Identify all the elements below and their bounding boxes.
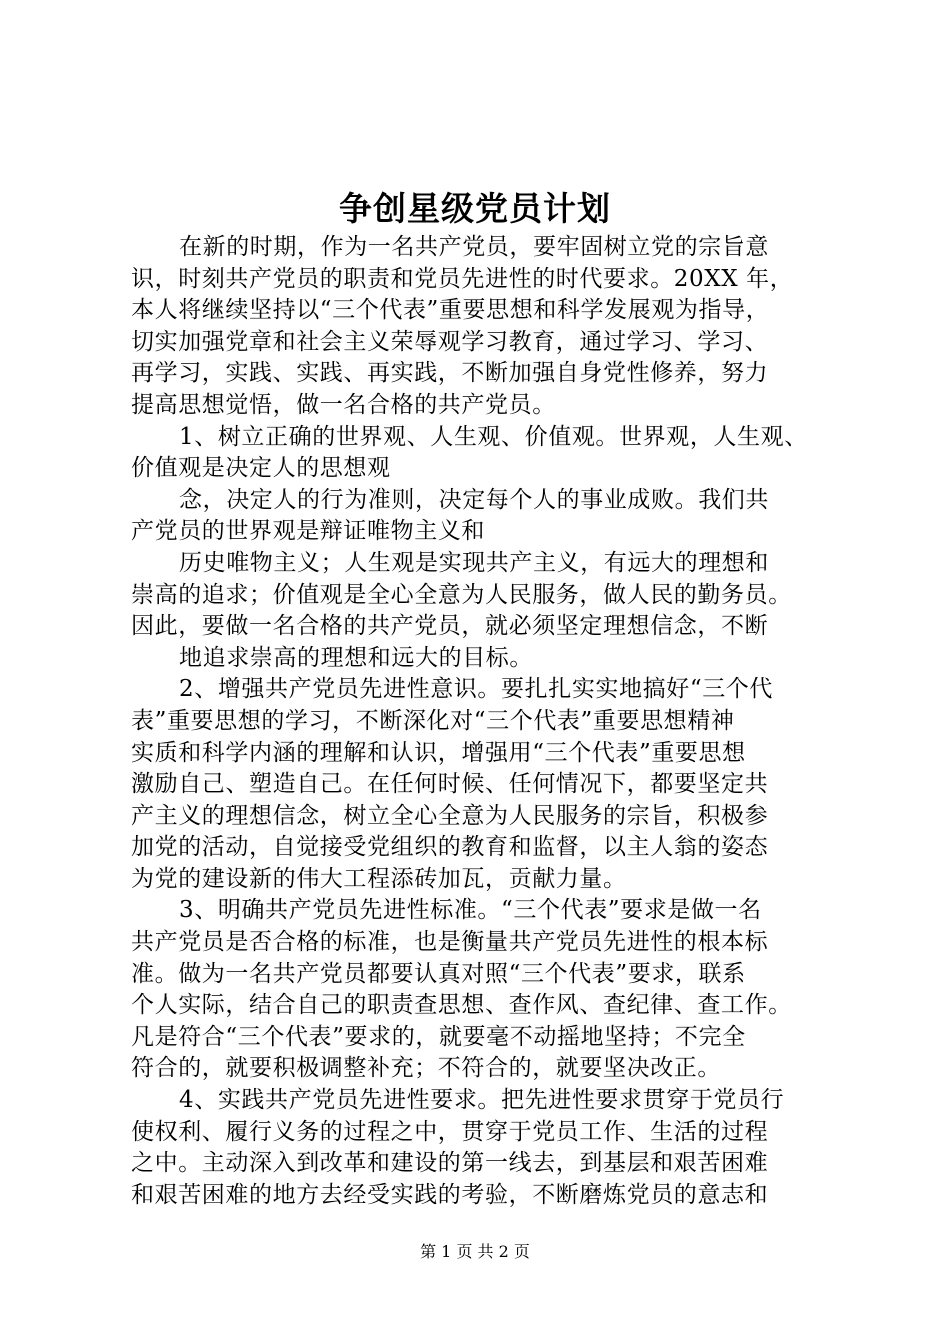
body-line: 准。做为一名共产党员都要认真对照“三个代表”要求，联系 — [131, 960, 746, 987]
body-line: 使权利、履行义务的过程之中，贯穿于党员工作、生活的过程 — [131, 1118, 769, 1145]
body-line: 识，时刻共产党员的职责和党员先进性的时代要求。20XX 年， — [131, 265, 794, 292]
body-line: 实质和科学内涵的理解和认识，增强用“三个代表”重要思想 — [131, 739, 746, 766]
body-line: 价值观是决定人的思想观 — [131, 455, 391, 482]
body-line: 凡是符合“三个代表”要求的，就要毫不动摇地坚持；不完全 — [131, 1023, 746, 1050]
body-line: 产党员的世界观是辩证唯物主义和 — [131, 518, 485, 545]
body-line: 提高思想觉悟，做一名合格的共产党员。 — [131, 391, 556, 418]
body-line: 加党的活动，自觉接受党组织的教育和监督，以主人翁的姿态 — [131, 834, 769, 861]
body-line: 再学习，实践、实践、再实践，不断加强自身党性修养，努力 — [131, 360, 769, 387]
body-line: 念，决定人的行为准则，决定每个人的事业成败。我们共 — [179, 486, 769, 513]
body-line: 本人将继续坚持以“三个代表”重要思想和科学发展观为指导， — [131, 297, 770, 324]
body-line: 表”重要思想的学习，不断深化对“三个代表”重要思想精神 — [131, 707, 735, 734]
body-line: 1、树立正确的世界观、人生观、价值观。世界观，人生观、 — [179, 423, 808, 450]
document-title: 争创星级党员计划 — [339, 189, 611, 228]
body-line: 切实加强党章和社会主义荣辱观学习教育，通过学习、学习、 — [131, 328, 769, 355]
body-line: 因此，要做一名合格的共产党员，就必须坚定理想信念，不断 — [131, 613, 769, 640]
body-line: 2、增强共产党员先进性意识。要扎扎实实地搞好“三个代 — [179, 676, 773, 703]
body-line: 和艰苦困难的地方去经受实践的考验，不断磨炼党员的意志和 — [131, 1181, 769, 1208]
page-footer: 第 1 页 共 2 页 — [420, 1242, 530, 1261]
document-body — [131, 232, 831, 1211]
body-line: 激励自己、塑造自己。在任何时候、任何情况下，都要坚定共 — [131, 771, 769, 798]
body-line: 之中。主动深入到改革和建设的第一线去，到基层和艰苦困难 — [131, 1150, 769, 1177]
body-line: 历史唯物主义；人生观是实现共产主义，有远大的理想和 — [179, 549, 769, 576]
body-line: 崇高的追求；价值观是全心全意为人民服务，做人民的勤务员。 — [131, 581, 792, 608]
body-line: 4、实践共产党员先进性要求。把先进性要求贯穿于党员行 — [179, 1087, 785, 1114]
body-line: 符合的，就要积极调整补充；不符合的，就要坚决改正。 — [131, 1055, 721, 1082]
body-line: 个人实际，结合自己的职责查思想、查作风、查纪律、查工作。 — [131, 992, 792, 1019]
body-line: 产主义的理想信念，树立全心全意为人民服务的宗旨，积极参 — [131, 802, 769, 829]
body-line: 地追求崇高的理想和远大的目标。 — [179, 644, 533, 671]
body-line: 为党的建设新的伟大工程添砖加瓦，贡献力量。 — [131, 865, 627, 892]
body-line: 3、明确共产党员先进性标准。“三个代表”要求是做一名 — [179, 897, 762, 924]
body-line: 在新的时期，作为一名共产党员，要牢固树立党的宗旨意 — [179, 234, 769, 260]
body-line: 共产党员是否合格的标准，也是衡量共产党员先进性的根本标 — [131, 929, 769, 956]
